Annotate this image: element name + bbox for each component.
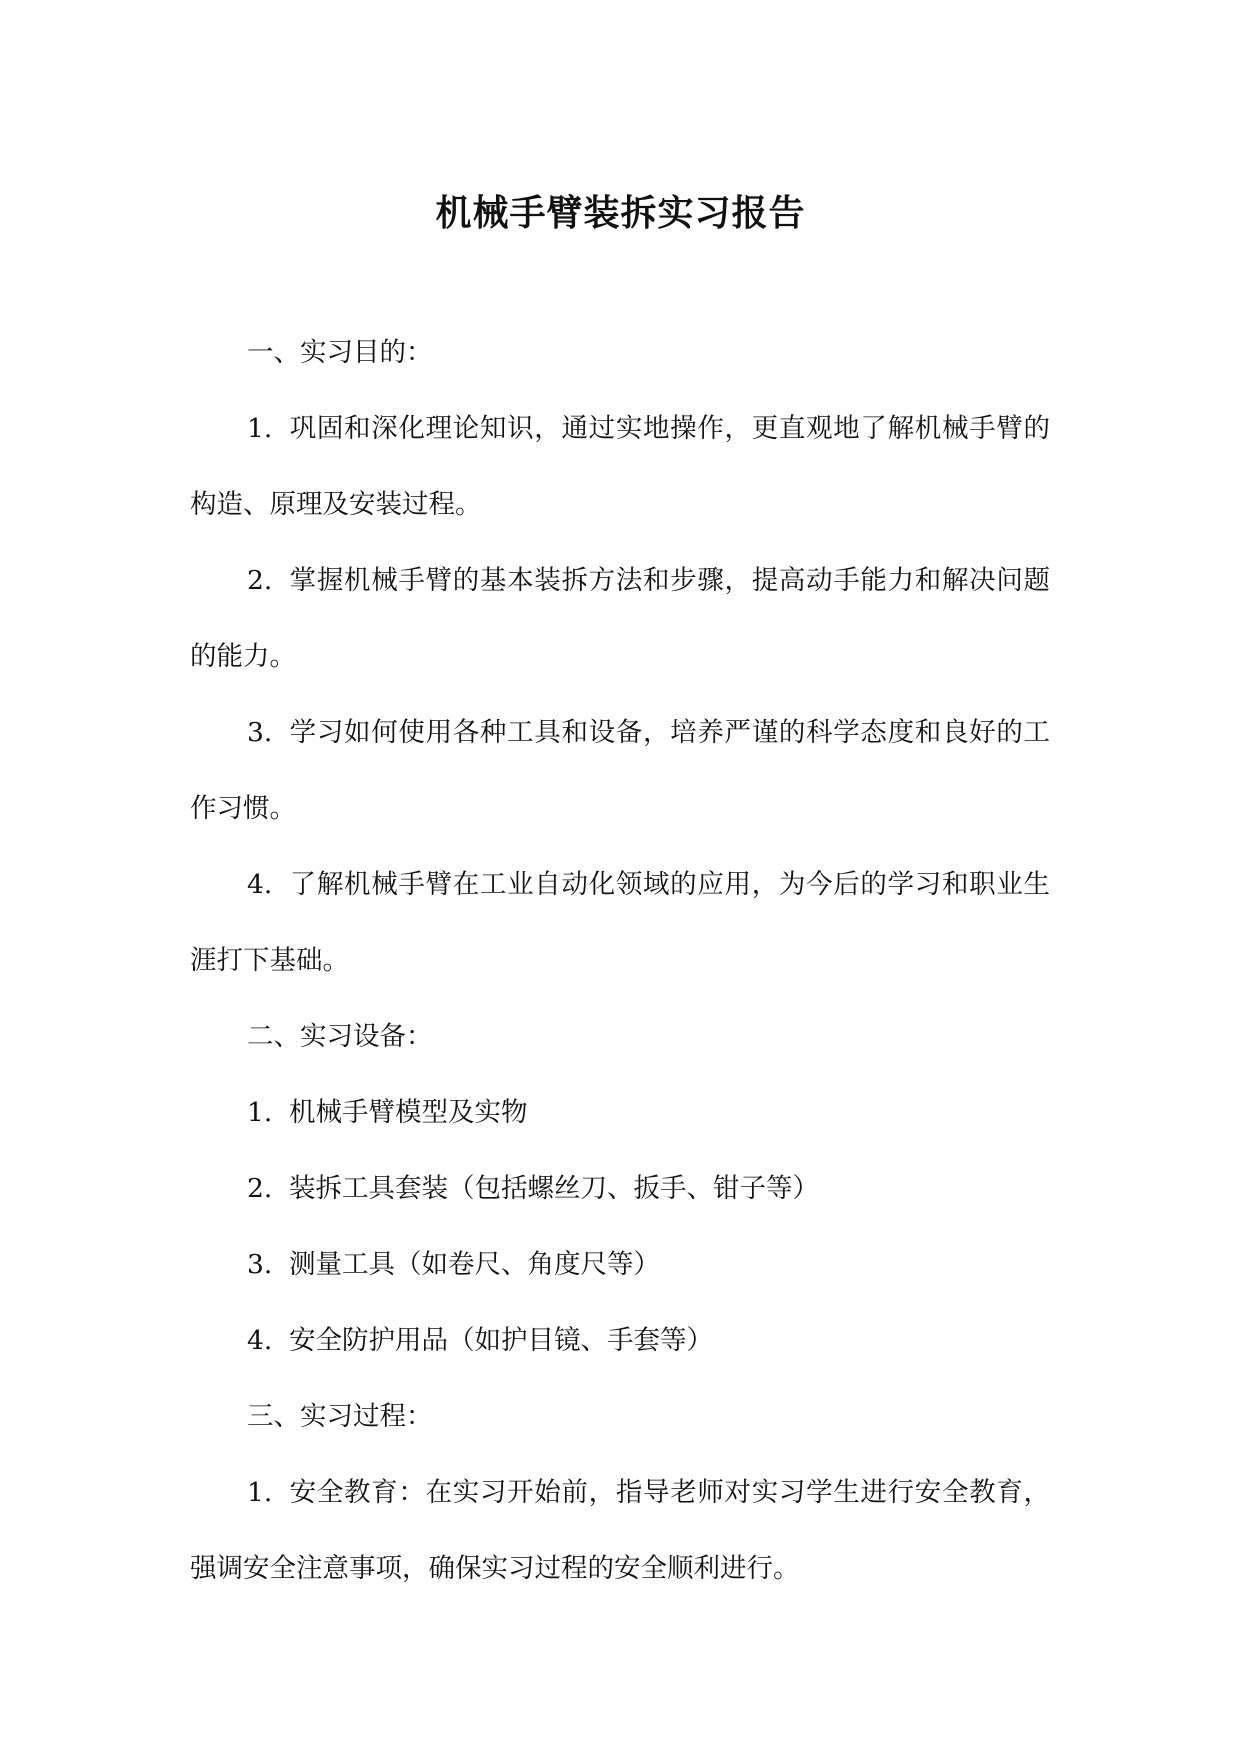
paragraph-text: 了解机械手臂在工业自动化领域的应用，为今后的学习和职业生涯打下基础。: [190, 869, 1050, 976]
item-number: 1.: [247, 1097, 273, 1128]
document-body: [190, 315, 1050, 1607]
paragraph-text: 二、实习设备：: [247, 1021, 433, 1052]
item-number: 2.: [247, 1173, 273, 1204]
list-item: [190, 1303, 1050, 1379]
paragraph-text: 巩固和深化理论知识，通过实地操作，更直观地了解机械手臂的构造、原理及安装过程。: [190, 413, 1050, 520]
paragraph-text: 测量工具（如卷尺、角度尺等）: [289, 1249, 660, 1280]
paragraph-text: 掌握机械手臂的基本装拆方法和步骤，提高动手能力和解决问题的能力。: [190, 565, 1050, 672]
paragraph-text: 安全防护用品（如护目镜、手套等）: [289, 1325, 713, 1356]
item-number: 1.: [247, 1477, 273, 1508]
list-item: [190, 543, 1050, 695]
paragraph-text: 学习如何使用各种工具和设备，培养严谨的科学态度和良好的工作习惯。: [190, 717, 1050, 824]
list-item: [190, 1227, 1050, 1303]
item-number: 2.: [247, 565, 273, 596]
list-item: [190, 695, 1050, 847]
item-number: 3.: [247, 1249, 273, 1280]
paragraph-text: 安全教育：在实习开始前，指导老师对实习学生进行安全教育，强调安全注意事项，确保实习过程的安全顺利进行。: [190, 1477, 1050, 1584]
paragraph-text: 三、实习过程：: [247, 1401, 433, 1432]
section-heading: [190, 1379, 1050, 1455]
item-number: 3.: [247, 717, 273, 748]
item-number: 1.: [247, 413, 273, 444]
section-heading: [190, 999, 1050, 1075]
section-heading: [190, 315, 1050, 391]
list-item: [190, 1075, 1050, 1151]
list-item: [190, 1151, 1050, 1227]
paragraph-text: 一、实习目的：: [247, 337, 433, 368]
list-item: [190, 847, 1050, 999]
document-title: 机械手臂装拆实习报告: [435, 192, 806, 234]
list-item: [190, 1455, 1050, 1607]
item-number: 4.: [247, 869, 273, 900]
paragraph-text: 装拆工具套装（包括螺丝刀、扳手、钳子等）: [289, 1173, 819, 1204]
list-item: [190, 391, 1050, 543]
paragraph-text: 机械手臂模型及实物: [289, 1097, 528, 1128]
item-number: 4.: [247, 1325, 273, 1356]
